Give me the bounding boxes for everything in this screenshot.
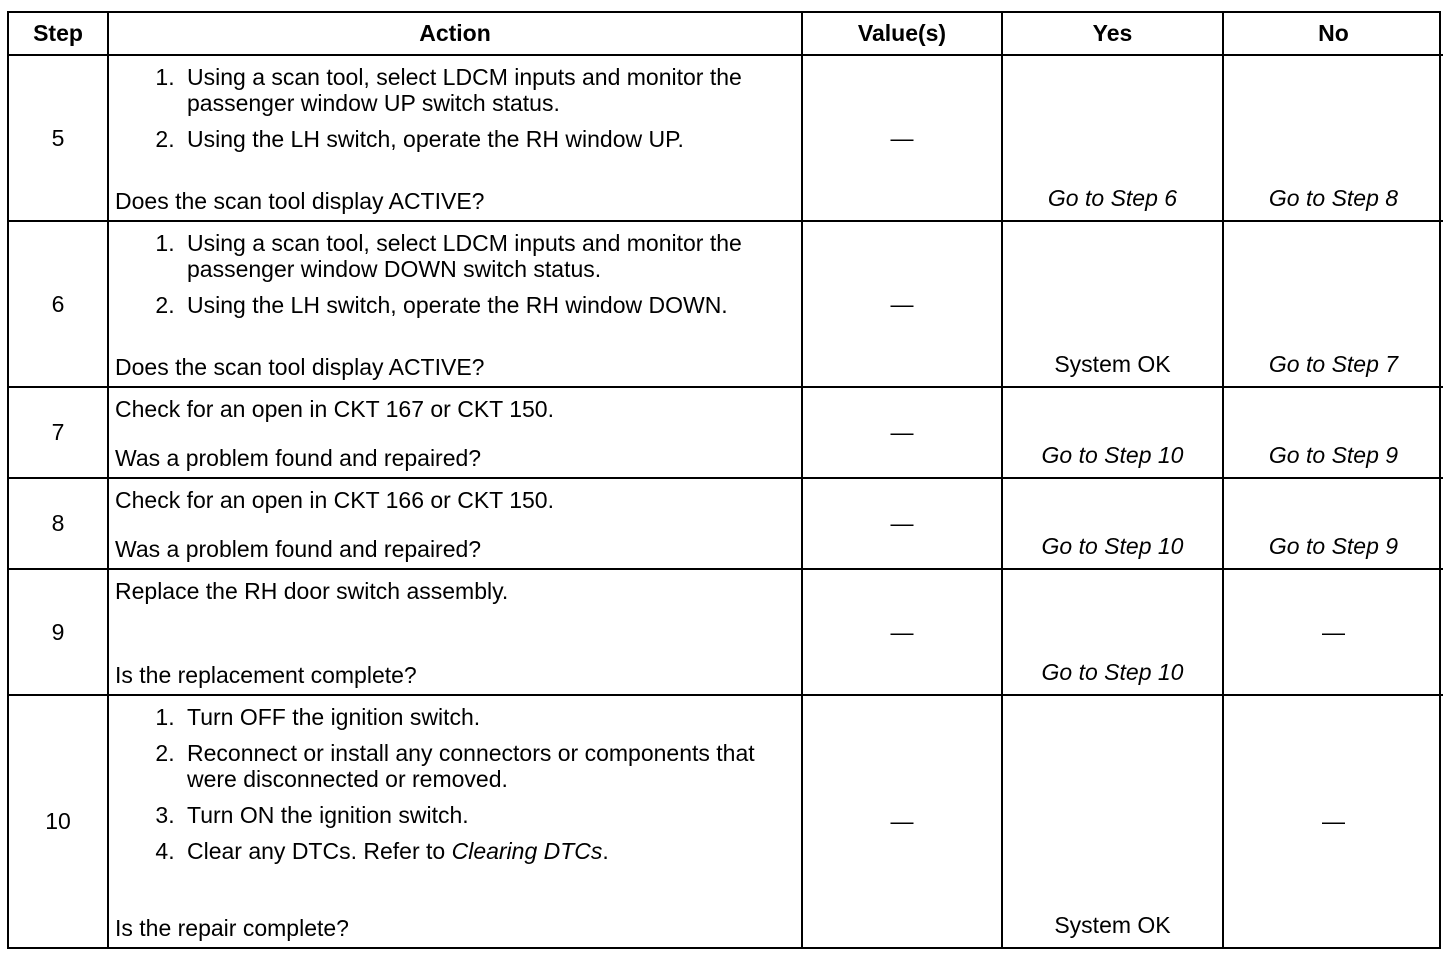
substep: 2. Using the LH switch, operate the RH window DOWN.	[181, 292, 795, 318]
no-cell: Go to Step 7	[1223, 221, 1443, 387]
question: Does the scan tool display ACTIVE?	[115, 354, 485, 380]
no-cell: —	[1223, 569, 1443, 695]
yes-cell: System OK	[1002, 221, 1223, 387]
action-cell	[108, 387, 802, 478]
action-cell	[108, 695, 802, 947]
action-text: Check for an open in CKT 167 or CKT 150.	[115, 396, 554, 422]
substep: 2. Reconnect or install any connectors or components that were disconnected or removed.	[181, 740, 795, 792]
question: Was a problem found and repaired?	[115, 445, 482, 471]
header-yes: Yes	[1002, 13, 1223, 55]
value-cell: —	[802, 569, 1002, 695]
question: Was a problem found and repaired?	[115, 536, 482, 562]
header-row	[9, 13, 1443, 55]
table-row-step-5	[9, 55, 1443, 221]
action-text: Replace the RH door switch assembly.	[115, 578, 509, 604]
header-step: Step	[9, 13, 108, 55]
no-cell: —	[1223, 695, 1443, 947]
yes-cell: Go to Step 10	[1002, 478, 1223, 569]
yes-cell: System OK	[1002, 695, 1223, 947]
table-row-step-8	[9, 478, 1443, 569]
header-values: Value(s)	[802, 13, 1002, 55]
value-cell: —	[802, 221, 1002, 387]
diagnostic-table	[9, 13, 1443, 947]
table-row-step-6	[9, 221, 1443, 387]
header-action: Action	[108, 13, 802, 55]
table-row-step-10	[9, 695, 1443, 947]
substep: 3. Turn ON the ignition switch.	[181, 802, 795, 828]
action-cell	[108, 55, 802, 221]
diagnostic-table-sheet	[7, 11, 1441, 949]
substep: 1. Turn OFF the ignition switch.	[181, 704, 795, 730]
header-no: No	[1223, 13, 1443, 55]
table-row-step-7	[9, 387, 1443, 478]
value-cell: —	[802, 478, 1002, 569]
yes-cell: Go to Step 10	[1002, 569, 1223, 695]
table-row-step-9	[9, 569, 1443, 695]
yes-cell: Go to Step 10	[1002, 387, 1223, 478]
question: Does the scan tool display ACTIVE?	[115, 188, 485, 214]
action-text: Check for an open in CKT 166 or CKT 150.	[115, 487, 554, 513]
substep: 1. Using a scan tool, select LDCM inputs and monitor the passenger window UP switch status.	[181, 64, 795, 116]
action-cell	[108, 221, 802, 387]
substep: 1. Using a scan tool, select LDCM inputs and monitor the passenger window DOWN switch status.	[181, 230, 795, 282]
no-cell: Go to Step 9	[1223, 387, 1443, 478]
yes-cell: Go to Step 6	[1002, 55, 1223, 221]
no-cell: Go to Step 9	[1223, 478, 1443, 569]
substep	[181, 838, 795, 864]
substep-text: Clear any DTCs. Refer to	[187, 838, 452, 864]
clearing-dtcs-reference: Clearing DTCs	[451, 838, 603, 864]
step-number: 6	[9, 221, 108, 387]
value-cell: —	[802, 695, 1002, 947]
step-number: 8	[9, 478, 108, 569]
no-cell: Go to Step 8	[1223, 55, 1443, 221]
substep: 2. Using the LH switch, operate the RH window UP.	[181, 126, 795, 152]
step-number: 7	[9, 387, 108, 478]
question: Is the repair complete?	[115, 915, 349, 941]
step-number: 9	[9, 569, 108, 695]
step-number: 10	[9, 695, 108, 947]
step-number: 5	[9, 55, 108, 221]
question: Is the replacement complete?	[115, 662, 417, 688]
substep-suffix: .	[602, 838, 609, 864]
action-cell	[108, 478, 802, 569]
action-cell	[108, 569, 802, 695]
value-cell: —	[802, 55, 1002, 221]
value-cell: —	[802, 387, 1002, 478]
